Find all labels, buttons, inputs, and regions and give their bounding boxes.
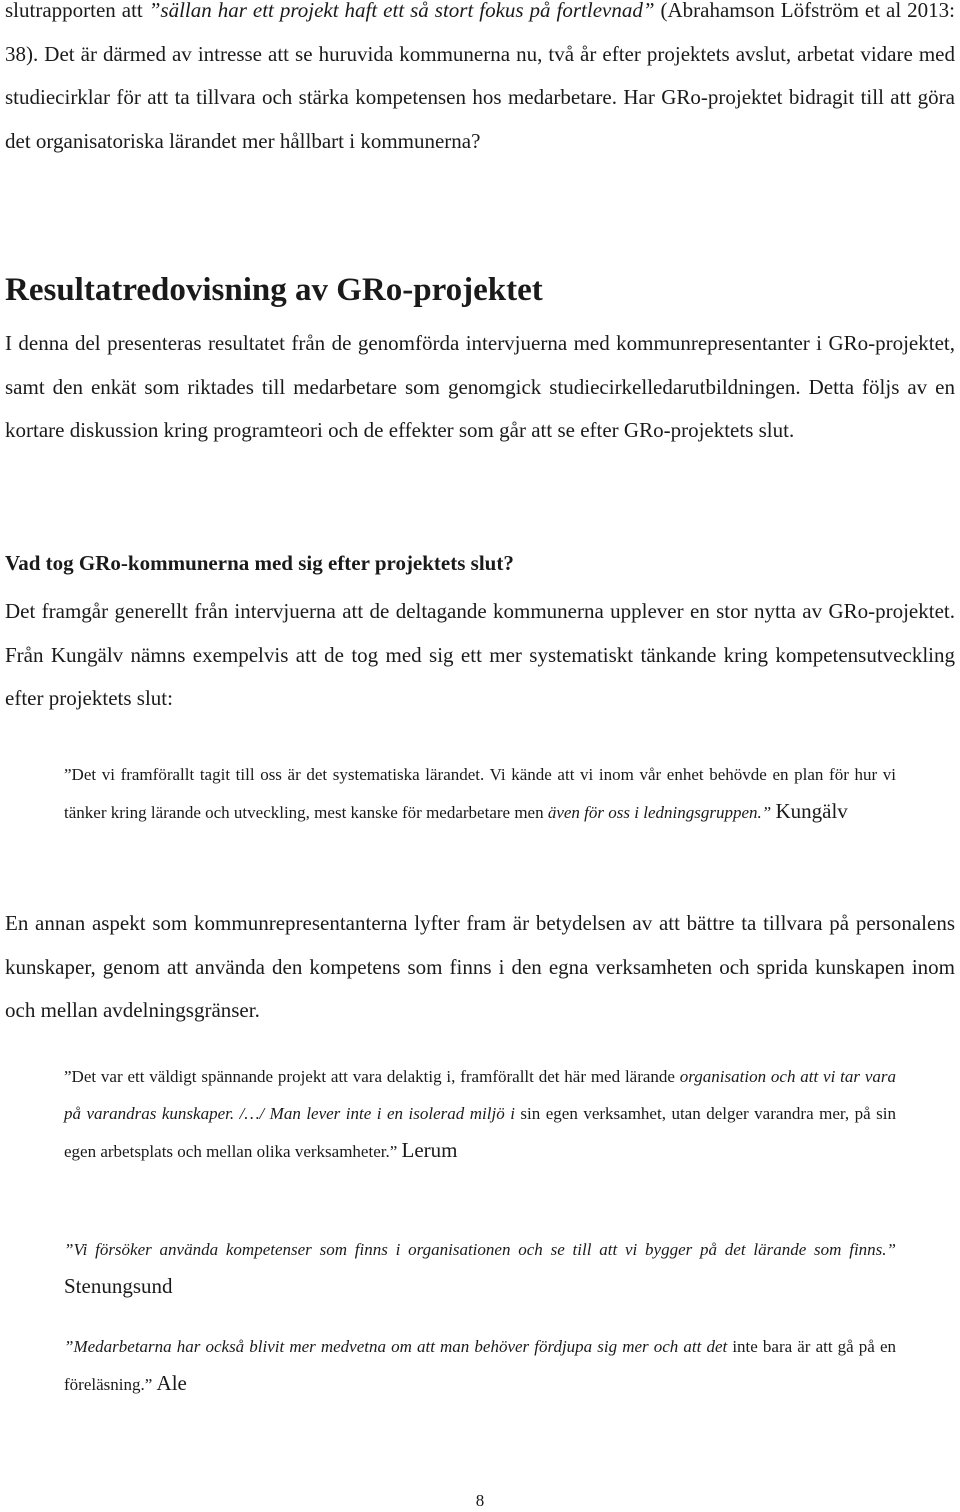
page-number: 8 xyxy=(475,1491,485,1510)
quote-source: Ale xyxy=(156,1371,187,1395)
intro-text-end: (Abrahamson Löfström et al 2013: 38). Det är därmed av intresse att se huruvida kommunerna nu, två år efter projektets avslut, arbetat vidare med studiecirklar för att ta tillvara och stärka kompetensen hos medarbetare. Har GRo-projektet bidragit till att göra det organisatoriska lärandet mer hållbart i kommunerna? xyxy=(5,0,955,153)
subsection-paragraph-1: Det framgår generellt från intervjuerna att de deltagande kommunerna upplever en stor nytta av GRo-projektet. Från Kungälv nämns exempelvis att de tog med sig ett mer systematiskt tänkande kring kompetensutveckling efter projektets slut: xyxy=(5,599,955,710)
quote-italic-text: även för oss i ledningsgruppen.” xyxy=(547,803,772,822)
section-heading: Resultatredovisning av GRo-projektet xyxy=(5,272,543,308)
quote-plain-text: ”Det vi framförallt tagit till oss är det systematiska lärandet. Vi kände att vi inom vår enhet behövde en plan för hur vi tänker kring lärande och utveckling, mest kanske för medarbetare men xyxy=(64,765,896,822)
quote-ale xyxy=(64,1328,896,1403)
subsection-paragraph-2: En annan aspekt som kommunrepresentanterna lyfter fram är betydelsen av att bättre ta tillvara på personalens kunskaper, genom att använda den kompetens som finns i den egna verksamheten och sprida kunskapen inom och mellan avdelningsgränser. xyxy=(5,911,955,1022)
quote-plain-text-after: inte bara är att gå på en föreläsning.” xyxy=(64,1337,896,1394)
intro-italic-quote: ”sällan har ett projekt haft ett så stort fokus på fortlevnad” xyxy=(148,0,655,22)
quote-italic-text: organisation och att vi tar vara på varandras kunskaper. /…/ Man lever inte i en isolerad miljö i xyxy=(64,1067,896,1123)
quote-italic-text: ”Medarbetarna har också blivit mer medvetna om att man behöver fördjupa sig mer och att det xyxy=(64,1337,728,1356)
section-paragraph: I denna del presenteras resultatet från de genomförda intervjuerna med kommunrepresentanter i GRo-projektet, samt den enkät som riktades till medarbetare som genomgick studiecirkelledarutbildningen. Detta följs av en kortare diskussion kring programteori och de effekter som går att se efter GRo-projektets slut. xyxy=(5,331,955,442)
quote-plain-text: ”Det var ett väldigt spännande projekt att vara delaktig i, framförallt det här med lärande xyxy=(64,1067,680,1086)
quote-source: Kungälv xyxy=(775,799,848,823)
quote-kungalv xyxy=(64,756,896,831)
quote-italic-text: ”Vi försöker använda kompetenser som finns i organisationen och se till att vi bygger på det lärande som finns.” xyxy=(64,1240,896,1259)
quote-plain-text-after: sin egen verksamhet, utan delger varandra mer, på sin egen arbetsplats och mellan olika verksamheter.” xyxy=(64,1104,896,1161)
quote-source: Lerum xyxy=(401,1138,458,1162)
intro-text-start: slutrapporten att xyxy=(5,0,149,22)
quote-lerum xyxy=(64,1058,896,1170)
quote-source: Stenungsund xyxy=(64,1274,173,1298)
quote-stenungsund xyxy=(64,1231,896,1306)
intro-paragraph xyxy=(5,0,955,163)
subsection-heading: Vad tog GRo-kommunerna med sig efter projektets slut? xyxy=(5,551,514,575)
